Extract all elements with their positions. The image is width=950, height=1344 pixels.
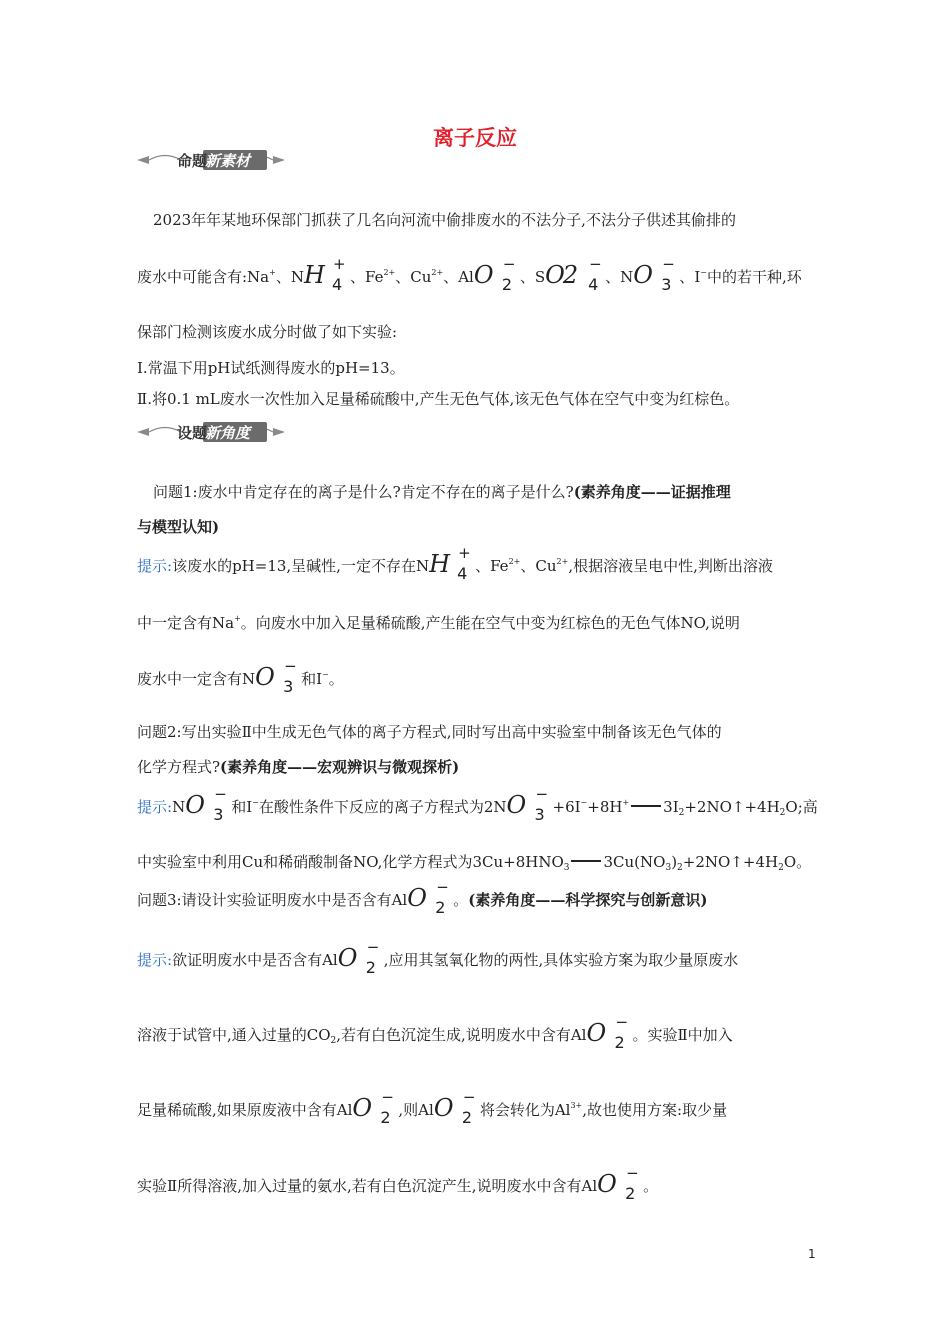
- nitrate-ion: O − 3: [255, 657, 297, 696]
- aluminate-ion: O − 2: [433, 1088, 476, 1127]
- sulfate-ion: O2 − 4: [545, 255, 602, 294]
- intro-line-5: Ⅱ.将0.1 mL废水一次性加入足量稀硫酸中,产生无色气体,该无色气体在空气中变为红棕色。: [137, 390, 740, 408]
- aluminate-ion: O − 2: [337, 938, 380, 977]
- hint-label: 提示:: [137, 557, 173, 575]
- hint-3-line-2: 溶液于试管中,通入过量的$CO_2$,若有白色沉淀生成,说明废水中含有Al O − 2 。实验Ⅱ中加入: [137, 1013, 733, 1052]
- aluminate-ion: O − 2: [597, 1164, 639, 1203]
- section-banner-new-angle: [135, 419, 287, 445]
- aluminate-ion: O − 2: [586, 1013, 629, 1052]
- section-banner-new-material: [135, 147, 287, 173]
- question-1-tag: 与模型认知): [137, 518, 220, 536]
- aluminate-ion: O − 2: [473, 255, 516, 294]
- hint-label: 提示:: [137, 798, 173, 816]
- hint-1-line-3: 废水中一定含有N O − 3 和I−。: [137, 657, 344, 696]
- question-1: 问题1:废水中肯定存在的离子是什么?肯定不存在的离子是什么?(素养角度——证据推理: [153, 483, 731, 501]
- banner2-label: 设题: [177, 424, 208, 442]
- intro-line-4: Ⅰ.常温下用pH试纸测得废水的pH=13。: [137, 359, 405, 377]
- hint-2-line-2: 中实验室中利用Cu和稀硝酸制备NO,化学方程式为$3Cu+8HNO_3$ $3Cu(NO_3)_2+2NO↑+4H_2O$。: [137, 853, 812, 873]
- ammonium-ion: H + 4: [303, 255, 346, 294]
- hint-label: 提示:: [137, 951, 173, 969]
- page-title: 离子反应: [433, 126, 517, 150]
- question-2-line-1: 问题2:写出实验Ⅱ中生成无色气体的离子方程式,同时写出高中实验室中制备该无色气体的: [137, 723, 722, 741]
- aluminate-ion: O − 2: [352, 1088, 394, 1127]
- page-number: 1: [808, 1247, 816, 1261]
- banner2-tag: 新角度: [205, 424, 251, 442]
- banner1-tag: 新素材: [205, 152, 251, 170]
- hint-3-line-3: 足量稀硫酸,如果原废液中含有Al O − 2 ,则Al O − 2 将会转化为$Al^{3+}$,故也使用方案:取少量: [137, 1088, 728, 1127]
- aluminate-ion: O − 2: [407, 878, 449, 917]
- question-2-line-2: 化学方程式?(素养角度——宏观辨识与微观探析): [137, 758, 460, 776]
- hint-2-line-1: 提示:N O − 3 和I−在酸性条件下反应的离子方程式为2N O − 3 +6I−+8H+ $3I_2+2NO↑+4H_2O$;高: [137, 785, 818, 824]
- intro-line-3: 保部门检测该废水成分时做了如下实验:: [137, 323, 398, 341]
- nitrate-ion: O − 3: [506, 785, 549, 824]
- intro-line-1: 2023年年某地环保部门抓获了几名向河流中偷排废水的不法分子,不法分子供述其偷排的: [153, 211, 736, 229]
- ammonium-ion: H + 4: [429, 544, 471, 583]
- banner1-label: 命题: [177, 152, 208, 170]
- hint-1-line-2: 中一定含有Na+。向废水中加入足量稀硫酸,产生能在空气中变为红棕色的无色气体NO,说明: [137, 614, 740, 632]
- question-3: 问题3:请设计实验证明废水中是否含有Al O − 2 。(素养角度——科学探究与创新意识): [137, 878, 708, 917]
- nitrate-ion: O − 3: [633, 255, 675, 294]
- intro-line-2: 废水中可能含有:Na+、N H + 4 、$Fe^{2+}$、$Cu^{2+}$、Al O − 2 、S O2 − 4 、N O − 3 、I−中的若干种,环: [137, 255, 802, 294]
- hint-1-line-1: 提示:该废水的pH=13,呈碱性,一定不存在N H + 4 、$Fe^{2+}$、$Cu^{2+}$,根据溶液呈电中性,判断出溶液: [137, 544, 773, 583]
- hint-3-line-4: 实验Ⅱ所得溶液,加入过量的氨水,若有白色沉淀产生,说明废水中含有Al O − 2 。: [137, 1164, 659, 1203]
- nitrate-ion: O − 3: [185, 785, 227, 824]
- hint-3-line-1: 提示:欲证明废水中是否含有Al O − 2 ,应用其氢氧化物的两性,具体实验方案为取少量原废水: [137, 938, 739, 977]
